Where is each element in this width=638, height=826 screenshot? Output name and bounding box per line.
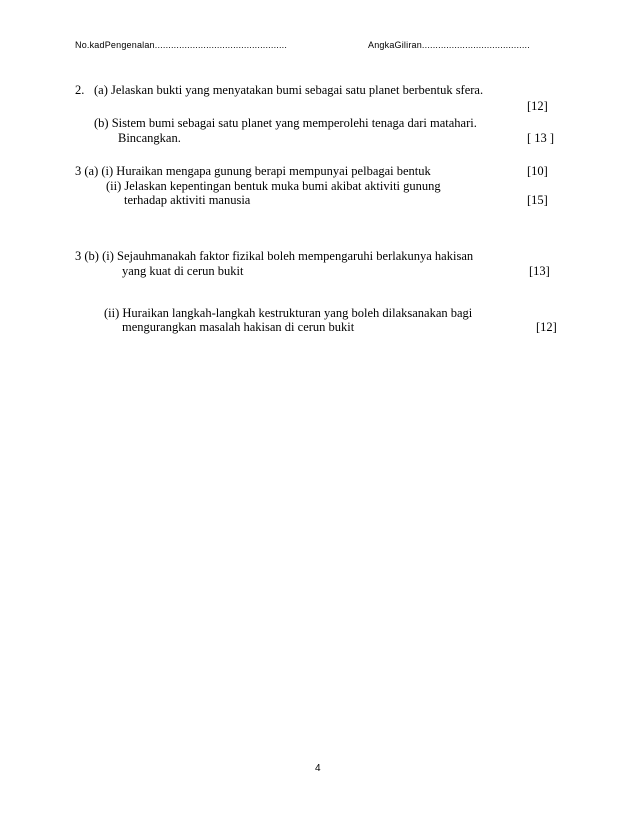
turn-number-field-label: AngkaGiliran........................................ xyxy=(368,40,530,50)
question-3b-i-mark: [13] xyxy=(529,264,550,278)
question-2a-mark: [12] xyxy=(527,99,548,113)
question-3b-ii-mark: [12] xyxy=(536,320,557,334)
question-3a-i-mark: [10] xyxy=(527,164,548,178)
question-2-number: 2. xyxy=(75,83,85,97)
question-2b-text-cont: Bincangkan. xyxy=(118,131,181,145)
question-3a-ii-mark: [15] xyxy=(527,193,548,207)
question-3a-ii-text-cont: terhadap aktiviti manusia xyxy=(124,193,251,207)
question-2b-mark: [ 13 ] xyxy=(527,131,555,145)
question-3b-ii-text-cont: mengurangkan masalah hakisan di cerun bukit xyxy=(122,320,355,334)
question-3a-ii-text: (ii) Jelaskan kepentingan bentuk muka bumi akibat aktiviti gunung xyxy=(106,179,441,193)
question-2b-text: (b) Sistem bumi sebagai satu planet yang memperolehi tenaga dari matahari. xyxy=(94,116,477,130)
question-3b-ii-text: (ii) Huraikan langkah-langkah kestrukturan yang boleh dilaksanakan bagi xyxy=(104,306,473,320)
question-3b-i-text: 3 (b) (i) Sejauhmanakah faktor fizikal boleh mempengaruhi berlakunya hakisan xyxy=(75,249,474,263)
question-3a-i-text: 3 (a) (i) Huraikan mengapa gunung berapi mempunyai pelbagai bentuk xyxy=(75,164,431,178)
question-2a-text: (a) Jelaskan bukti yang menyatakan bumi sebagai satu planet berbentuk sfera. xyxy=(94,83,484,97)
page-number: 4 xyxy=(315,763,321,774)
id-number-field-label: No.kadPengenalan................................................. xyxy=(75,40,288,50)
question-3b-i-text-cont: yang kuat di cerun bukit xyxy=(122,264,244,278)
